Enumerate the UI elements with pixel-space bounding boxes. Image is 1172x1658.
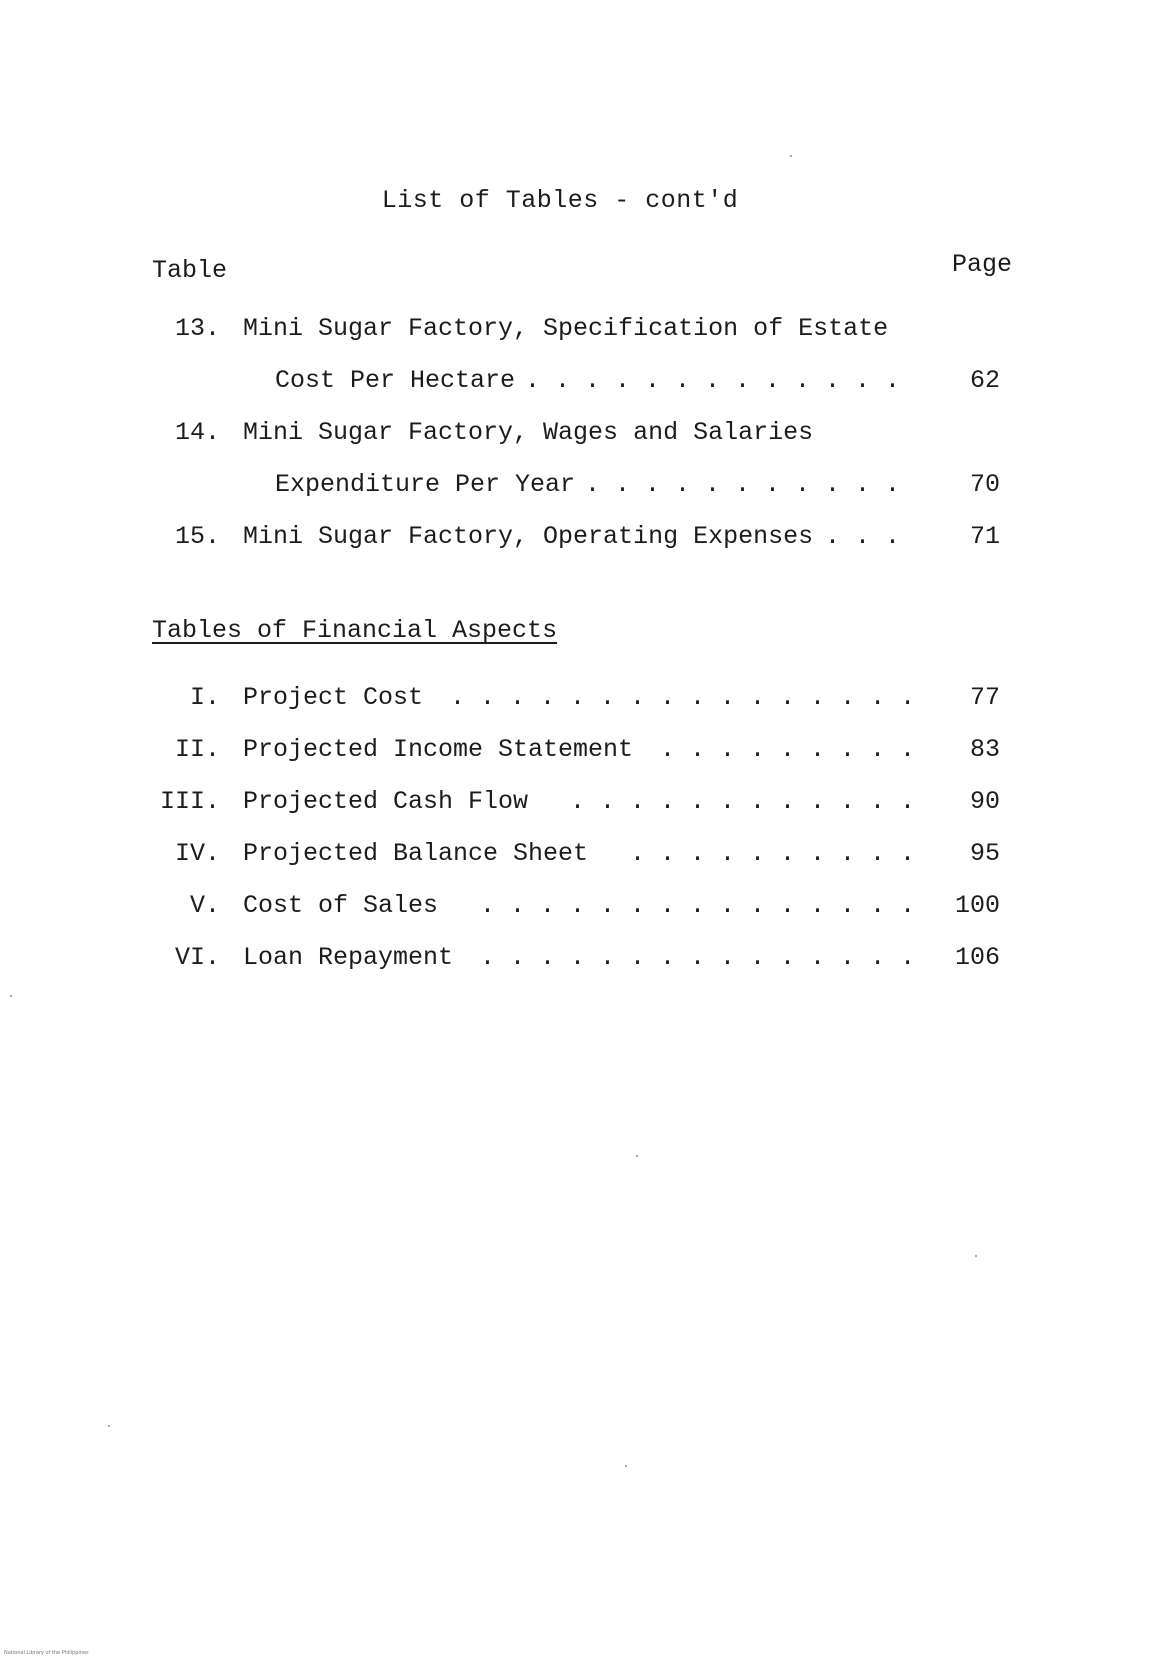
scan-speck	[10, 995, 12, 997]
entry-page-number: 62	[969, 366, 1000, 395]
entry-title: Cost of Sales	[243, 891, 439, 920]
dot-leader: . . . . . . . . . .	[630, 839, 915, 868]
entry-page-number: 100	[954, 891, 1000, 920]
entry-page-number: 106	[954, 943, 1000, 972]
entry-number: VI.	[174, 943, 220, 972]
page-title: List of Tables - cont'd	[381, 186, 739, 215]
entry-page-number: 83	[969, 735, 1000, 764]
page-column-header: Page	[952, 250, 1013, 279]
toc-entry-financial-ii	[0, 735, 1172, 769]
entry-page-number: 70	[969, 470, 1000, 499]
scan-speck	[975, 1255, 977, 1257]
toc-entry-13-continued	[0, 366, 1172, 400]
scan-speck	[625, 1465, 627, 1467]
entry-title: Projected Income Statement	[243, 735, 634, 764]
toc-entry-14	[0, 418, 1172, 452]
toc-entry-financial-iv	[0, 839, 1172, 873]
entry-title: Loan Repayment	[243, 943, 454, 972]
entry-page-number: 90	[969, 787, 1000, 816]
entry-number: 13.	[174, 314, 220, 343]
toc-entry-financial-vi	[0, 943, 1172, 977]
dot-leader: . . . . . . . . . . . . . . .	[480, 891, 915, 920]
entry-number: II.	[174, 735, 220, 764]
entry-title: Projected Balance Sheet	[243, 839, 589, 868]
entry-page-number: 95	[969, 839, 1000, 868]
dot-leader: . . . . . . . . . . . . . . .	[480, 943, 915, 972]
table-column-header: Table	[152, 256, 228, 285]
entry-title: Mini Sugar Factory, Operating Expenses	[243, 522, 814, 551]
entry-title: Projected Cash Flow	[243, 787, 529, 816]
toc-entry-financial-v	[0, 891, 1172, 925]
entry-title-line2: Cost Per Hectare	[275, 366, 516, 395]
scan-speck	[636, 1155, 638, 1157]
entry-title: Project Cost	[243, 683, 424, 712]
dot-leader: . . . . . . . . . . .	[585, 470, 901, 499]
scan-speck	[108, 1425, 110, 1427]
scan-footer: National Library of the Philippines	[4, 1650, 89, 1656]
dot-leader: . . . . . . . . . . . .	[570, 787, 915, 816]
toc-entry-13	[0, 314, 1172, 348]
dot-leader: . . . . . . . . .	[660, 735, 915, 764]
entry-number: I.	[189, 683, 220, 712]
toc-entry-15	[0, 522, 1172, 556]
entry-number: III.	[159, 787, 220, 816]
dot-leader: . . . . . . . . . . . . .	[525, 366, 901, 395]
toc-entry-financial-i	[0, 683, 1172, 717]
entry-title-line2: Expenditure Per Year	[275, 470, 576, 499]
dot-leader: . . .	[825, 522, 901, 551]
dot-leader: . . . . . . . . . . . . . . . .	[450, 683, 915, 712]
entry-page-number: 77	[969, 683, 1000, 712]
toc-entry-14-continued	[0, 470, 1172, 504]
entry-number: IV.	[174, 839, 220, 868]
entry-title-line1: Mini Sugar Factory, Wages and Salaries	[243, 418, 814, 447]
entry-page-number: 71	[969, 522, 1000, 551]
scan-speck	[790, 155, 792, 157]
entry-number: 15.	[174, 522, 220, 551]
entry-number: V.	[189, 891, 220, 920]
toc-entry-financial-iii	[0, 787, 1172, 821]
section-heading: Tables of Financial Aspects	[152, 616, 558, 645]
entry-number: 14.	[174, 418, 220, 447]
entry-title-line1: Mini Sugar Factory, Specification of Estate	[243, 314, 889, 343]
